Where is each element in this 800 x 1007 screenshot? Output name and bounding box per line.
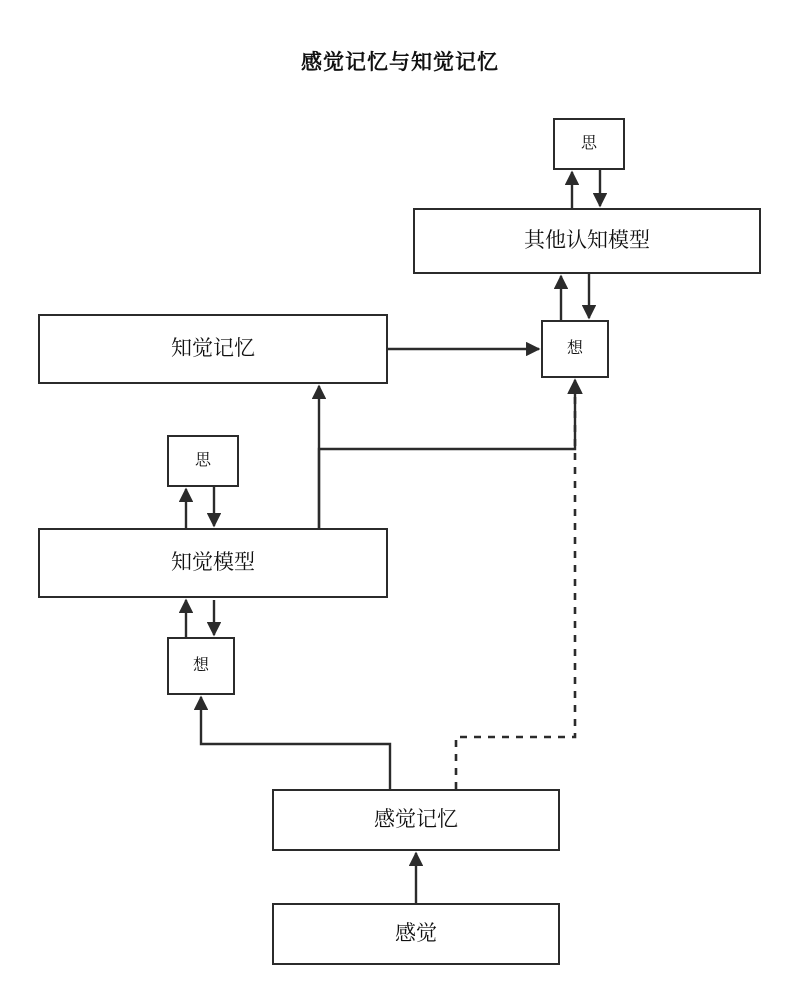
edge-sensory-memory-to-xiang-top-dashed — [456, 380, 575, 789]
node-xiang-top[interactable]: 想 — [541, 320, 609, 378]
node-perceptual-memory[interactable]: 知觉记忆 — [38, 314, 388, 384]
node-other-cognitive-model[interactable]: 其他认知模型 — [413, 208, 761, 274]
edge-perceptual-model-branch-to-xiang-top — [319, 380, 575, 528]
edge-sensory-memory-to-xiang-mid — [201, 697, 390, 789]
node-sensation[interactable]: 感觉 — [272, 903, 560, 965]
node-sensory-memory[interactable]: 感觉记忆 — [272, 789, 560, 851]
node-xiang-mid[interactable]: 想 — [167, 637, 235, 695]
node-si-mid[interactable]: 思 — [167, 435, 239, 487]
page-title: 感觉记忆与知觉记忆 — [301, 51, 499, 74]
node-perceptual-model[interactable]: 知觉模型 — [38, 528, 388, 598]
node-si-top[interactable]: 思 — [553, 118, 625, 170]
